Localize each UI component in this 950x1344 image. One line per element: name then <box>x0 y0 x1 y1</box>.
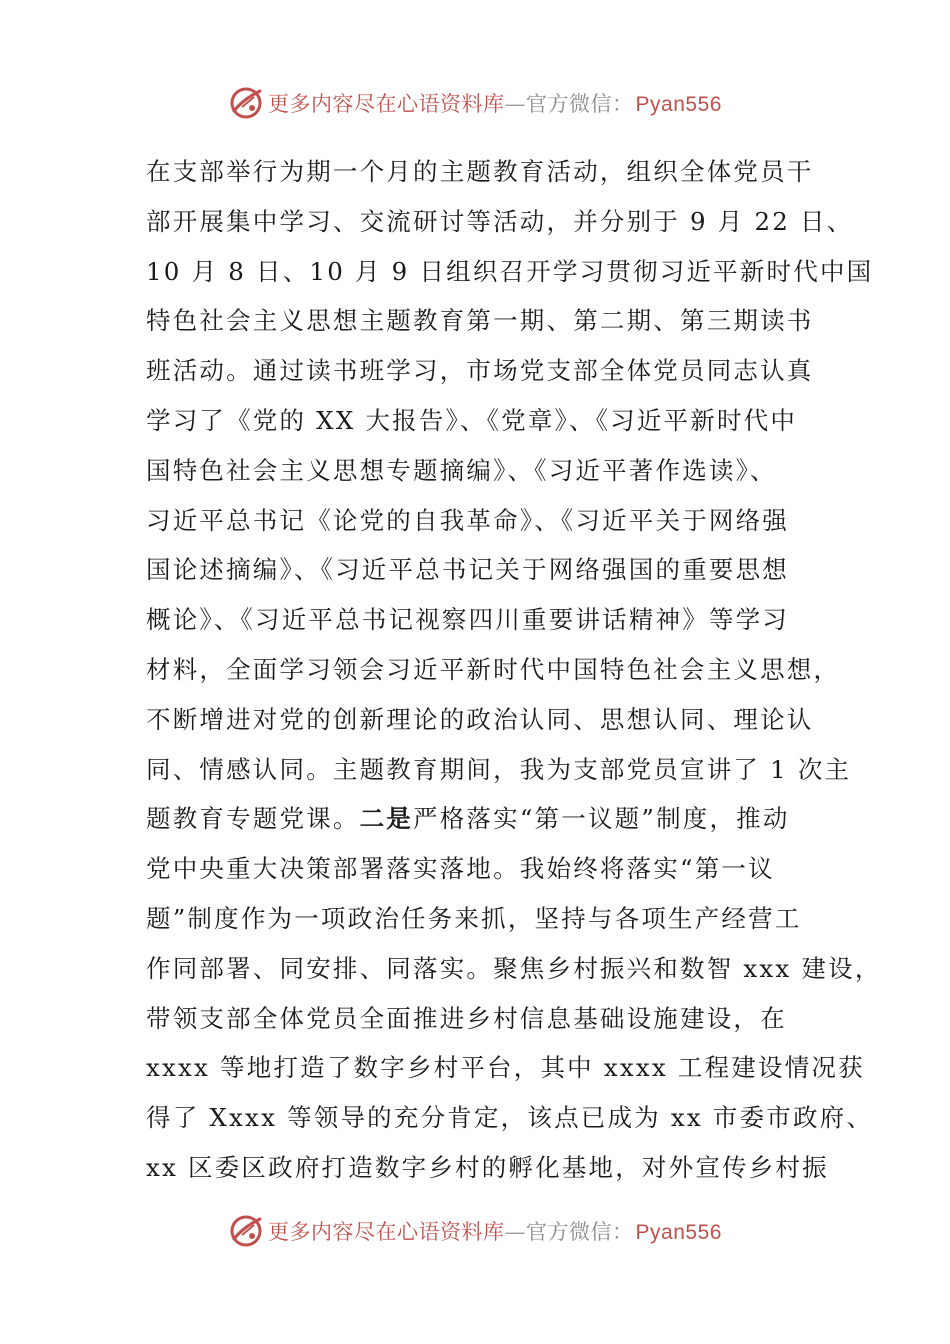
text-line: 学习了《党的 XX 大报告》、《党章》、《习近平新时代中 <box>146 405 798 435</box>
text-line: 同、情感认同。主题教育期间，我为支部党员宣讲了 1 次主 <box>146 754 852 784</box>
watermark-separator: — <box>504 1220 527 1244</box>
watermark-separator: — <box>504 92 527 116</box>
text-line: 国特色社会主义思想专题摘编》、《习近平著作选读》、 <box>146 455 777 485</box>
text-line: 得了 Xxxx 等领导的充分肯定，该点已成为 xx 市委市政府、 <box>146 1103 874 1133</box>
watermark-wechat-label: 官方微信： <box>526 1220 634 1244</box>
watermark-text <box>268 88 722 118</box>
watermark-wechat-label: 官方微信： <box>526 92 634 116</box>
text-line: 班活动。通过读书班学习，市场党支部全体党员同志认真 <box>146 356 814 386</box>
text-line: 作同部署、同安排、同落实。聚焦乡村振兴和数智 xxx 建设， <box>146 953 882 983</box>
watermark-site-text: 更多内容尽在心语资料库 <box>268 92 505 116</box>
watermark-text <box>268 1216 722 1246</box>
text-line: 概论》、《习近平总书记视察四川重要讲话精神》等学习 <box>146 605 789 635</box>
footer-watermark-banner <box>0 1209 950 1253</box>
text-line: xx 区委区政府打造数字乡村的孵化基地，对外宣传乡村振 <box>146 1152 829 1182</box>
text-line-prefix: 题教育专题党课。 <box>146 804 360 834</box>
watermark-wechat-id: Pyan556 <box>635 1221 722 1244</box>
pen-seal-logo-icon <box>228 85 264 121</box>
text-line: 材料，全面学习领会习近平新时代中国特色社会主义思想， <box>146 654 841 684</box>
bold-point-marker: 二是 <box>359 804 414 834</box>
text-line: 国论述摘编》、《习近平总书记关于网络强国的重要思想 <box>146 555 789 585</box>
pen-seal-logo-icon <box>228 1213 264 1249</box>
text-line: 10 月 8 日、10 月 9 日组织召开学习贯彻习近平新时代中国 <box>146 256 874 286</box>
text-line: 题”制度作为一项政治任务来抓，坚持与各项生产经营工 <box>146 903 802 933</box>
document-body <box>146 147 882 1193</box>
text-line: xxxx 等地打造了数字乡村平台，其中 xxxx 工程建设情况获 <box>146 1053 865 1083</box>
text-line-rest: 严格落实“第一议题”制度，推动 <box>413 804 790 834</box>
watermark-wechat-id: Pyan556 <box>635 93 722 116</box>
text-line: 习近平总书记《论党的自我革命》、《习近平关于网络强 <box>146 505 789 535</box>
text-line: 在支部举行为期一个月的主题教育活动，组织全体党员干 <box>146 157 814 186</box>
text-line <box>146 794 826 844</box>
text-line: 党中央重大决策部署落实落地。我始终将落实“第一议 <box>146 854 775 884</box>
text-line: 不断增进对党的创新理论的政治认同、思想认同、理论认 <box>146 704 814 734</box>
text-line: 带领支部全体党员全面推进乡村信息基础设施建设，在 <box>146 1003 787 1033</box>
watermark-site-text: 更多内容尽在心语资料库 <box>268 1220 505 1244</box>
text-line: 部开展集中学习、交流研讨等活动，并分别于 9 月 22 日、 <box>146 206 854 236</box>
header-watermark-banner <box>0 81 950 125</box>
text-line: 特色社会主义思想主题教育第一期、第二期、第三期读书 <box>146 306 814 336</box>
